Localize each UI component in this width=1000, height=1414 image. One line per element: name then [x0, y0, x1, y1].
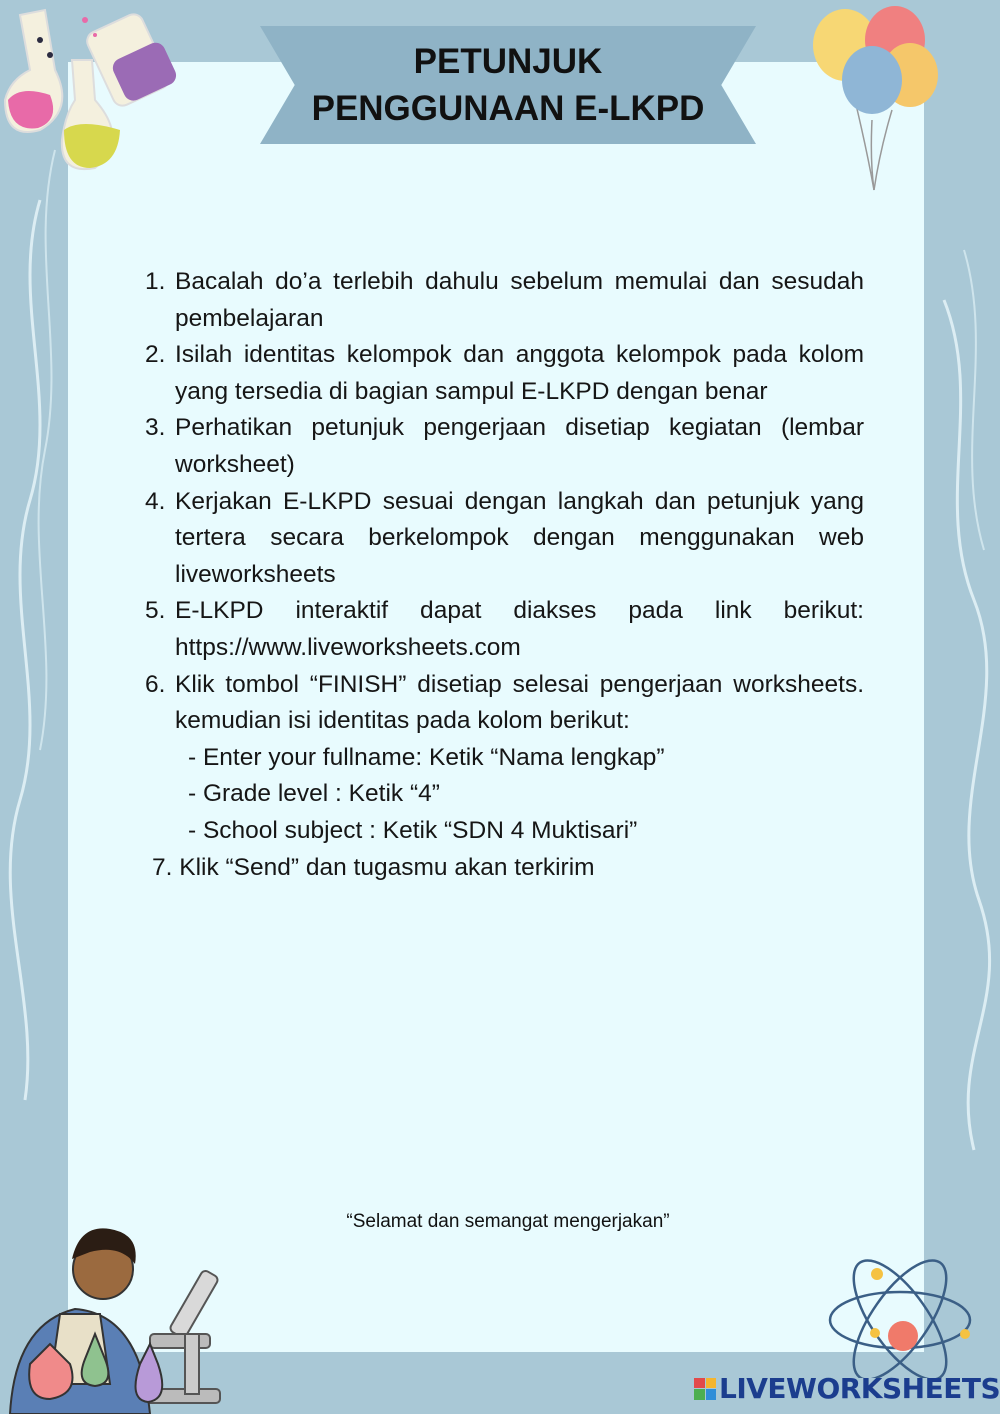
closing-message: “Selamat dan semangat mengerjakan” — [346, 1211, 670, 1232]
list-item — [145, 410, 864, 483]
liveworksheets-logo — [694, 1372, 1000, 1405]
item-number: 5. — [145, 597, 166, 625]
list-item — [145, 264, 864, 337]
page-title — [260, 38, 756, 132]
sub-item-grade: - Grade level : Ketik “4” — [188, 780, 440, 808]
item-number: 4. — [145, 487, 166, 515]
list-item — [145, 667, 864, 740]
item-number: 1. — [145, 268, 166, 295]
item-number: 3. — [145, 414, 166, 442]
list-item — [145, 593, 864, 666]
flask-icon — [0, 0, 200, 180]
item-number: 6. — [145, 670, 166, 698]
sub-item-fullname: - Enter your fullname: Ketik “Nama lengkap” — [188, 743, 665, 771]
wave-lines-left — [0, 0, 70, 1414]
item-text: Bacalah do’a terlebih dahulu sebelum memulai dan sesudah pembelajaran — [175, 268, 864, 332]
item-text: Klik tombol “FINISH” disetiap selesai pengerjaan worksheets. kemudian isi identitas pada kolom berikut: — [175, 670, 864, 735]
item-text: Isilah identitas kelompok dan anggota kelompok pada kolom yang tersedia di bagian sampul E-LKPD dengan benar — [175, 341, 864, 405]
logo-text: LIVEWORKSHEETS — [719, 1372, 1000, 1405]
item-text: Kerjakan E-LKPD sesuai dengan langkah dan petunjuk yang tertera secara berkelompok dengan menggunakan web liveworksheets — [175, 487, 864, 588]
item-text: E-LKPD interaktif dapat diakses pada link berikut: https://www.liveworksheets.com — [175, 597, 864, 661]
item-text: Perhatikan petunjuk pengerjaan disetiap kegiatan (lembar worksheet) — [175, 414, 864, 478]
list-item-final: 7. Klik “Send” dan tugasmu akan terkirim — [152, 853, 595, 881]
item-number: 2. — [145, 341, 166, 369]
instruction-list — [145, 264, 864, 886]
title-line-1: PETUNJUK — [413, 42, 603, 81]
title-line-2: PENGGUNAAN E-LKPD — [311, 89, 705, 128]
atom-icon — [815, 1258, 985, 1378]
balloon-icon — [810, 0, 950, 200]
list-item — [145, 484, 864, 594]
logo-mark-icon — [694, 1378, 716, 1400]
student-with-microscope — [0, 1214, 230, 1414]
list-item — [145, 337, 864, 410]
sub-item-school: - School subject : Ketik “SDN 4 Muktisari” — [188, 816, 638, 844]
wave-lines-right — [924, 0, 1000, 1414]
